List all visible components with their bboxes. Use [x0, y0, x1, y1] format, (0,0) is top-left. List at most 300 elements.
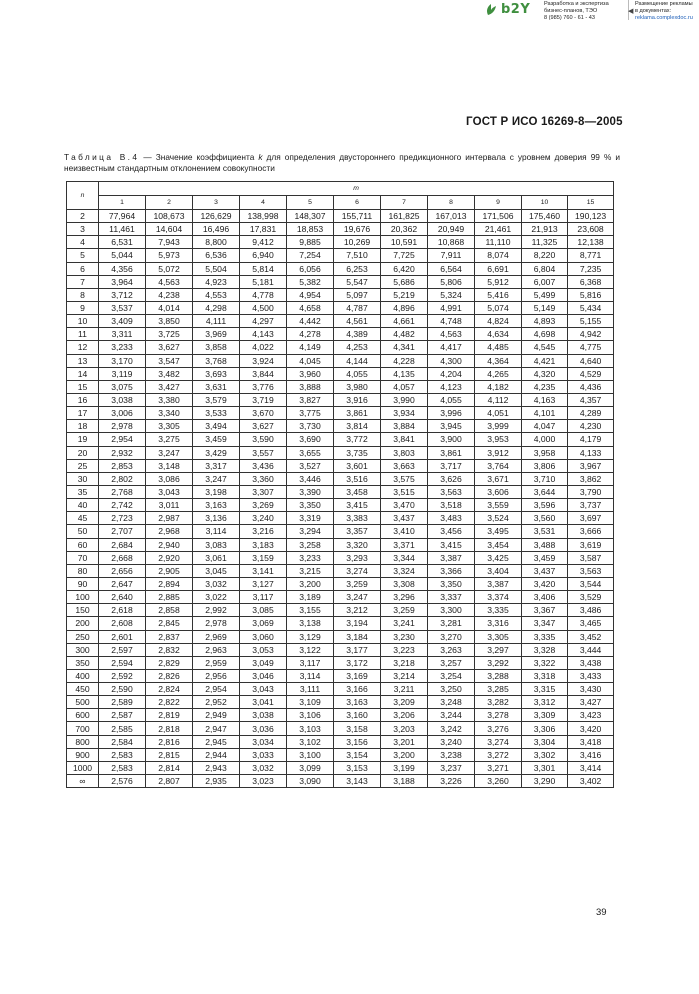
k-value-cell: 2,978: [193, 617, 240, 630]
k-value-cell: 3,177: [334, 643, 381, 656]
k-value-cell: 3,194: [334, 617, 381, 630]
table-row: [67, 538, 614, 551]
k-value-cell: 4,436: [568, 380, 614, 393]
k-value-cell: 3,737: [568, 499, 614, 512]
k-value-cell: 3,250: [428, 683, 475, 696]
k-value-cell: 3,697: [568, 512, 614, 525]
header-note-line: Разработка и экспертиза: [544, 1, 609, 7]
k-value-cell: 4,563: [428, 328, 475, 341]
k-value-cell: 5,912: [475, 275, 522, 288]
n-value-cell: 1000: [67, 761, 99, 774]
k-value-cell: 2,814: [146, 761, 193, 774]
k-value-cell: 3,215: [287, 564, 334, 577]
k-value-cell: 2,583: [99, 761, 146, 774]
k-value-cell: 2,954: [99, 433, 146, 446]
k-value-cell: 3,172: [334, 656, 381, 669]
k-value-cell: 2,959: [193, 656, 240, 669]
k-value-cell: 4,778: [240, 288, 287, 301]
k-value-cell: 3,324: [381, 564, 428, 577]
k-value-cell: 3,666: [568, 525, 614, 538]
k-value-cell: 7,235: [568, 262, 614, 275]
k-value-cell: 4,179: [568, 433, 614, 446]
table-row: [67, 262, 614, 275]
k-value-cell: 3,563: [428, 485, 475, 498]
k-value-cell: 18,853: [287, 223, 334, 236]
k-value-cell: 3,309: [522, 709, 568, 722]
k-value-cell: 20,949: [428, 223, 475, 236]
k-value-cell: 3,319: [287, 512, 334, 525]
k-value-cell: 3,254: [428, 669, 475, 682]
k-value-cell: 4,923: [193, 275, 240, 288]
table-row: [67, 630, 614, 643]
k-value-cell: 3,275: [146, 433, 193, 446]
table-row: [67, 420, 614, 433]
k-value-cell: 3,482: [146, 367, 193, 380]
k-value-cell: 3,495: [475, 525, 522, 538]
k-value-cell: 3,060: [240, 630, 287, 643]
k-value-cell: 2,589: [99, 696, 146, 709]
n-value-cell: 40: [67, 499, 99, 512]
caption-symbol: k: [258, 152, 263, 162]
k-value-cell: 6,531: [99, 236, 146, 249]
k-value-cell: 3,415: [334, 499, 381, 512]
k-value-cell: 4,634: [475, 328, 522, 341]
k-value-cell: 4,182: [475, 380, 522, 393]
k-value-cell: 2,707: [99, 525, 146, 538]
k-value-cell: 3,670: [240, 407, 287, 420]
k-value-cell: 6,056: [287, 262, 334, 275]
m-value-header: 1: [99, 196, 146, 210]
k-value-cell: 3,655: [287, 446, 334, 459]
k-value-cell: 3,945: [428, 420, 475, 433]
k-value-cell: 4,421: [522, 354, 568, 367]
k-value-cell: 3,996: [428, 407, 475, 420]
k-value-cell: 2,583: [99, 748, 146, 761]
k-value-cell: 3,083: [193, 538, 240, 551]
k-value-cell: 3,103: [287, 722, 334, 735]
k-value-cell: 3,735: [334, 446, 381, 459]
k-value-cell: 4,417: [428, 341, 475, 354]
k-value-cell: 3,143: [334, 775, 381, 788]
k-value-cell: 3,216: [240, 525, 287, 538]
k-value-cell: 4,300: [428, 354, 475, 367]
table-row: [67, 341, 614, 354]
k-value-cell: 3,446: [287, 472, 334, 485]
k-value-cell: 108,673: [146, 210, 193, 223]
k-value-cell: 4,289: [568, 407, 614, 420]
k-value-cell: 3,454: [475, 538, 522, 551]
k-value-cell: 3,560: [522, 512, 568, 525]
n-value-cell: 90: [67, 577, 99, 590]
n-value-cell: 80: [67, 564, 99, 577]
k-value-cell: 3,806: [522, 459, 568, 472]
k-value-cell: 3,119: [99, 367, 146, 380]
k-value-cell: 4,000: [522, 433, 568, 446]
k-value-cell: 3,415: [428, 538, 475, 551]
k-value-cell: 3,990: [381, 393, 428, 406]
k-value-cell: 3,304: [522, 735, 568, 748]
k-value-cell: 3,111: [287, 683, 334, 696]
k-value-cell: 3,006: [99, 407, 146, 420]
k-value-cell: 3,367: [522, 604, 568, 617]
k-value-cell: 3,730: [287, 420, 334, 433]
k-value-cell: 3,347: [522, 617, 568, 630]
n-value-cell: 350: [67, 656, 99, 669]
table-row: [67, 748, 614, 761]
k-value-cell: 5,324: [428, 288, 475, 301]
k-value-cell: 3,772: [334, 433, 381, 446]
k-value-cell: 3,032: [193, 577, 240, 590]
k-value-cell: 3,427: [146, 380, 193, 393]
k-value-cell: 3,212: [334, 604, 381, 617]
k-value-cell: 23,608: [568, 223, 614, 236]
k-value-cell: 7,510: [334, 249, 381, 262]
k-value-cell: 5,219: [381, 288, 428, 301]
k-value-cell: 4,640: [568, 354, 614, 367]
k-value-cell: 2,824: [146, 683, 193, 696]
k-value-cell: 5,973: [146, 249, 193, 262]
table-row: [67, 223, 614, 236]
k-value-cell: 3,790: [568, 485, 614, 498]
k-value-cell: 3,437: [381, 512, 428, 525]
k-value-cell: 2,837: [146, 630, 193, 643]
k-value-cell: 3,248: [428, 696, 475, 709]
k-value-cell: 3,366: [428, 564, 475, 577]
k-value-cell: 2,905: [146, 564, 193, 577]
table-row: [67, 591, 614, 604]
k-value-cell: 3,188: [381, 775, 428, 788]
k-value-cell: 3,274: [334, 564, 381, 577]
k-value-cell: 3,281: [428, 617, 475, 630]
k-value-cell: 2,618: [99, 604, 146, 617]
n-value-cell: ∞: [67, 775, 99, 788]
n-value-cell: 16: [67, 393, 99, 406]
k-value-cell: 3,038: [99, 393, 146, 406]
k-value-cell: 3,575: [381, 472, 428, 485]
k-value-cell: 3,099: [287, 761, 334, 774]
n-value-cell: 20: [67, 446, 99, 459]
k-value-cell: 3,768: [193, 354, 240, 367]
k-value-cell: 3,693: [193, 367, 240, 380]
leaf-icon: [484, 3, 498, 17]
k-value-cell: 3,036: [240, 722, 287, 735]
k-value-cell: 3,459: [522, 551, 568, 564]
k-value-cell: 3,456: [428, 525, 475, 538]
k-value-cell: 3,259: [381, 604, 428, 617]
table-row: [67, 459, 614, 472]
k-value-cell: 3,158: [334, 722, 381, 735]
k-value-cell: 4,101: [522, 407, 568, 420]
k-value-cell: 3,308: [381, 577, 428, 590]
k-value-cell: 3,100: [287, 748, 334, 761]
k-value-cell: 2,829: [146, 656, 193, 669]
k-value-cell: 4,658: [287, 301, 334, 314]
k-value-cell: 2,818: [146, 722, 193, 735]
k-value-cell: 3,203: [381, 722, 428, 735]
k-value-cell: 3,023: [240, 775, 287, 788]
k-value-cell: 3,416: [568, 748, 614, 761]
k-value-cell: 3,719: [240, 393, 287, 406]
k-value-cell: 3,841: [381, 433, 428, 446]
standard-designation: ГОСТ Р ИСО 16269-8—2005: [466, 116, 623, 128]
k-value-cell: 171,506: [475, 210, 522, 223]
k-value-cell: 3,912: [475, 446, 522, 459]
k-value-cell: 2,845: [146, 617, 193, 630]
k-value-cell: 7,725: [381, 249, 428, 262]
n-value-cell: 15: [67, 380, 99, 393]
k-value-cell: 4,553: [193, 288, 240, 301]
k-value-cell: 3,209: [381, 696, 428, 709]
k-value-cell: 3,861: [428, 446, 475, 459]
table-row: [67, 472, 614, 485]
k-value-cell: 6,940: [240, 249, 287, 262]
k-value-cell: 4,954: [287, 288, 334, 301]
k-value-cell: 7,911: [428, 249, 475, 262]
k-value-cell: 3,712: [99, 288, 146, 301]
k-value-cell: 3,240: [240, 512, 287, 525]
k-value-cell: 10,868: [428, 236, 475, 249]
k-value-cell: 3,619: [568, 538, 614, 551]
k-value-cell: 3,244: [428, 709, 475, 722]
n-value-cell: 19: [67, 433, 99, 446]
k-value-cell: 3,046: [240, 669, 287, 682]
k-value-cell: 2,590: [99, 683, 146, 696]
k-value-cell: 4,561: [334, 315, 381, 328]
k-value-cell: 4,144: [334, 354, 381, 367]
k-value-cell: 3,297: [475, 643, 522, 656]
k-value-cell: 10,591: [381, 236, 428, 249]
n-value-cell: 10: [67, 315, 99, 328]
n-value-cell: 7: [67, 275, 99, 288]
k-value-cell: 3,383: [334, 512, 381, 525]
k-value-cell: 2,954: [193, 683, 240, 696]
k-value-cell: 3,238: [428, 748, 475, 761]
k-value-cell: 4,228: [381, 354, 428, 367]
k-value-cell: 3,627: [146, 341, 193, 354]
k-value-cell: 3,626: [428, 472, 475, 485]
m-value-header: 8: [428, 196, 475, 210]
k-value-cell: 3,247: [334, 591, 381, 604]
n-value-cell: 25: [67, 459, 99, 472]
header-note-line: Размещение рекламы: [635, 1, 693, 7]
k-value-cell: 3,271: [475, 761, 522, 774]
k-value-cell: 3,515: [381, 485, 428, 498]
header-advert-link[interactable]: reklama.complexdoc.ru: [635, 15, 693, 22]
k-value-cell: 2,815: [146, 748, 193, 761]
k-value-cell: 3,436: [240, 459, 287, 472]
k-value-cell: 3,240: [428, 735, 475, 748]
k-value-cell: 3,710: [522, 472, 568, 485]
k-value-cell: 4,787: [334, 301, 381, 314]
table-row: [67, 210, 614, 223]
k-value-cell: 3,350: [287, 499, 334, 512]
k-value-cell: 3,387: [428, 551, 475, 564]
k-value-cell: 3,357: [334, 525, 381, 538]
k-value-cell: 3,531: [522, 525, 568, 538]
n-value-cell: 5: [67, 249, 99, 262]
k-value-cell: 3,117: [287, 656, 334, 669]
table-row: [67, 249, 614, 262]
k-value-cell: 3,459: [193, 433, 240, 446]
k-value-cell: 3,430: [568, 683, 614, 696]
k-value-cell: 2,940: [146, 538, 193, 551]
k-value-cell: 3,214: [381, 669, 428, 682]
k-value-cell: 3,296: [381, 591, 428, 604]
table-row: [67, 525, 614, 538]
k-value-cell: 3,444: [568, 643, 614, 656]
k-value-cell: 4,320: [522, 367, 568, 380]
k-value-cell: 3,288: [475, 669, 522, 682]
k-value-cell: 3,644: [522, 485, 568, 498]
table-row: [67, 735, 614, 748]
k-value-cell: 3,274: [475, 735, 522, 748]
k-value-cell: 6,564: [428, 262, 475, 275]
k-value-cell: 3,423: [568, 709, 614, 722]
k-value-cell: 3,169: [334, 669, 381, 682]
k-value-cell: 3,260: [475, 775, 522, 788]
k-value-cell: 3,153: [334, 761, 381, 774]
table-row: [67, 288, 614, 301]
n-value-cell: 3: [67, 223, 99, 236]
n-column-header: n: [67, 182, 99, 210]
k-value-cell: 4,775: [568, 341, 614, 354]
k-value-cell: 2,832: [146, 643, 193, 656]
k-value-cell: 16,496: [193, 223, 240, 236]
k-value-cell: 5,382: [287, 275, 334, 288]
k-value-cell: 3,328: [522, 643, 568, 656]
k-value-cell: 3,402: [568, 775, 614, 788]
k-value-cell: 3,533: [193, 407, 240, 420]
k-value-cell: 3,316: [475, 617, 522, 630]
k-value-cell: 3,189: [287, 591, 334, 604]
k-value-cell: 3,827: [287, 393, 334, 406]
k-value-cell: 3,285: [475, 683, 522, 696]
k-value-cell: 3,183: [240, 538, 287, 551]
k-value-cell: 3,241: [381, 617, 428, 630]
k-value-cell: 4,055: [334, 367, 381, 380]
k-value-cell: 5,181: [240, 275, 287, 288]
k-value-cell: 3,335: [475, 604, 522, 617]
k-value-cell: 3,223: [381, 643, 428, 656]
table-row: [67, 512, 614, 525]
k-value-cell: 4,298: [193, 301, 240, 314]
k-value-cell: 4,265: [475, 367, 522, 380]
k-value-cell: 3,429: [193, 446, 240, 459]
n-value-cell: 8: [67, 288, 99, 301]
k-value-cell: 2,684: [99, 538, 146, 551]
k-value-cell: 3,293: [334, 551, 381, 564]
header-note-line: бизнес-планов, ТЭО: [544, 8, 598, 15]
k-value-cell: 3,247: [193, 472, 240, 485]
k-value-cell: 4,748: [428, 315, 475, 328]
n-value-cell: 400: [67, 669, 99, 682]
k-value-cell: 167,013: [428, 210, 475, 223]
k-value-cell: 3,516: [334, 472, 381, 485]
k-value-cell: 3,170: [99, 354, 146, 367]
k-value-cell: 3,671: [475, 472, 522, 485]
k-value-cell: 17,831: [240, 223, 287, 236]
k-value-cell: 3,631: [193, 380, 240, 393]
k-value-cell: 3,154: [334, 748, 381, 761]
k-value-cell: 2,592: [99, 669, 146, 682]
header-logo: [484, 2, 530, 17]
k-value-cell: 3,269: [240, 499, 287, 512]
k-value-cell: 4,123: [428, 380, 475, 393]
k-value-cell: 3,211: [381, 683, 428, 696]
k-value-cell: 3,803: [381, 446, 428, 459]
k-value-cell: 4,356: [99, 262, 146, 275]
k-value-cell: 3,022: [193, 591, 240, 604]
k-value-cell: 3,307: [240, 485, 287, 498]
k-value-cell: 2,587: [99, 709, 146, 722]
k-value-cell: 3,350: [428, 577, 475, 590]
k-value-cell: 3,967: [568, 459, 614, 472]
k-value-cell: 19,676: [334, 223, 381, 236]
k-value-cell: 3,318: [522, 669, 568, 682]
k-value-cell: 3,163: [334, 696, 381, 709]
k-value-cell: 3,075: [99, 380, 146, 393]
k-value-cell: 3,427: [568, 696, 614, 709]
n-value-cell: 600: [67, 709, 99, 722]
n-value-cell: 45: [67, 512, 99, 525]
k-value-cell: 2,968: [146, 525, 193, 538]
n-value-cell: 150: [67, 604, 99, 617]
k-value-cell: 3,527: [287, 459, 334, 472]
k-value-cell: 3,237: [428, 761, 475, 774]
k-value-cell: 3,156: [334, 735, 381, 748]
k-value-cell: 8,771: [568, 249, 614, 262]
k-value-cell: 3,300: [428, 604, 475, 617]
k-value-cell: 4,051: [475, 407, 522, 420]
k-value-cell: 3,390: [287, 485, 334, 498]
k-value-cell: 4,824: [475, 315, 522, 328]
k-value-cell: 14,604: [146, 223, 193, 236]
n-value-cell: 6: [67, 262, 99, 275]
k-value-cell: 3,301: [522, 761, 568, 774]
k-value-cell: 3,844: [240, 367, 287, 380]
k-value-cell: 4,235: [522, 380, 568, 393]
header-note-line: в документах:: [635, 8, 672, 15]
k-value-cell: 2,826: [146, 669, 193, 682]
k-value-cell: 3,069: [240, 617, 287, 630]
table-row: [67, 643, 614, 656]
k-value-cell: 2,894: [146, 577, 193, 590]
k-value-cell: 155,711: [334, 210, 381, 223]
k-value-cell: 3,494: [193, 420, 240, 433]
k-value-cell: 3,587: [568, 551, 614, 564]
table-row: [67, 485, 614, 498]
k-value-cell: 3,547: [146, 354, 193, 367]
k-value-cell: 2,978: [99, 420, 146, 433]
table-row: [67, 761, 614, 774]
k-value-cell: 3,317: [193, 459, 240, 472]
k-value-cell: 2,947: [193, 722, 240, 735]
k-value-cell: 6,804: [522, 262, 568, 275]
k-value-cell: 4,278: [287, 328, 334, 341]
k-value-cell: 4,238: [146, 288, 193, 301]
k-value-cell: 5,074: [475, 301, 522, 314]
k-value-cell: 2,585: [99, 722, 146, 735]
k-value-cell: 3,404: [475, 564, 522, 577]
k-value-cell: 2,943: [193, 761, 240, 774]
k-value-cell: 2,647: [99, 577, 146, 590]
k-value-cell: 3,166: [334, 683, 381, 696]
k-value-cell: 4,143: [240, 328, 287, 341]
k-value-cell: 4,045: [287, 354, 334, 367]
k-value-cell: 4,357: [568, 393, 614, 406]
k-value-cell: 4,482: [381, 328, 428, 341]
k-value-cell: 3,233: [99, 341, 146, 354]
